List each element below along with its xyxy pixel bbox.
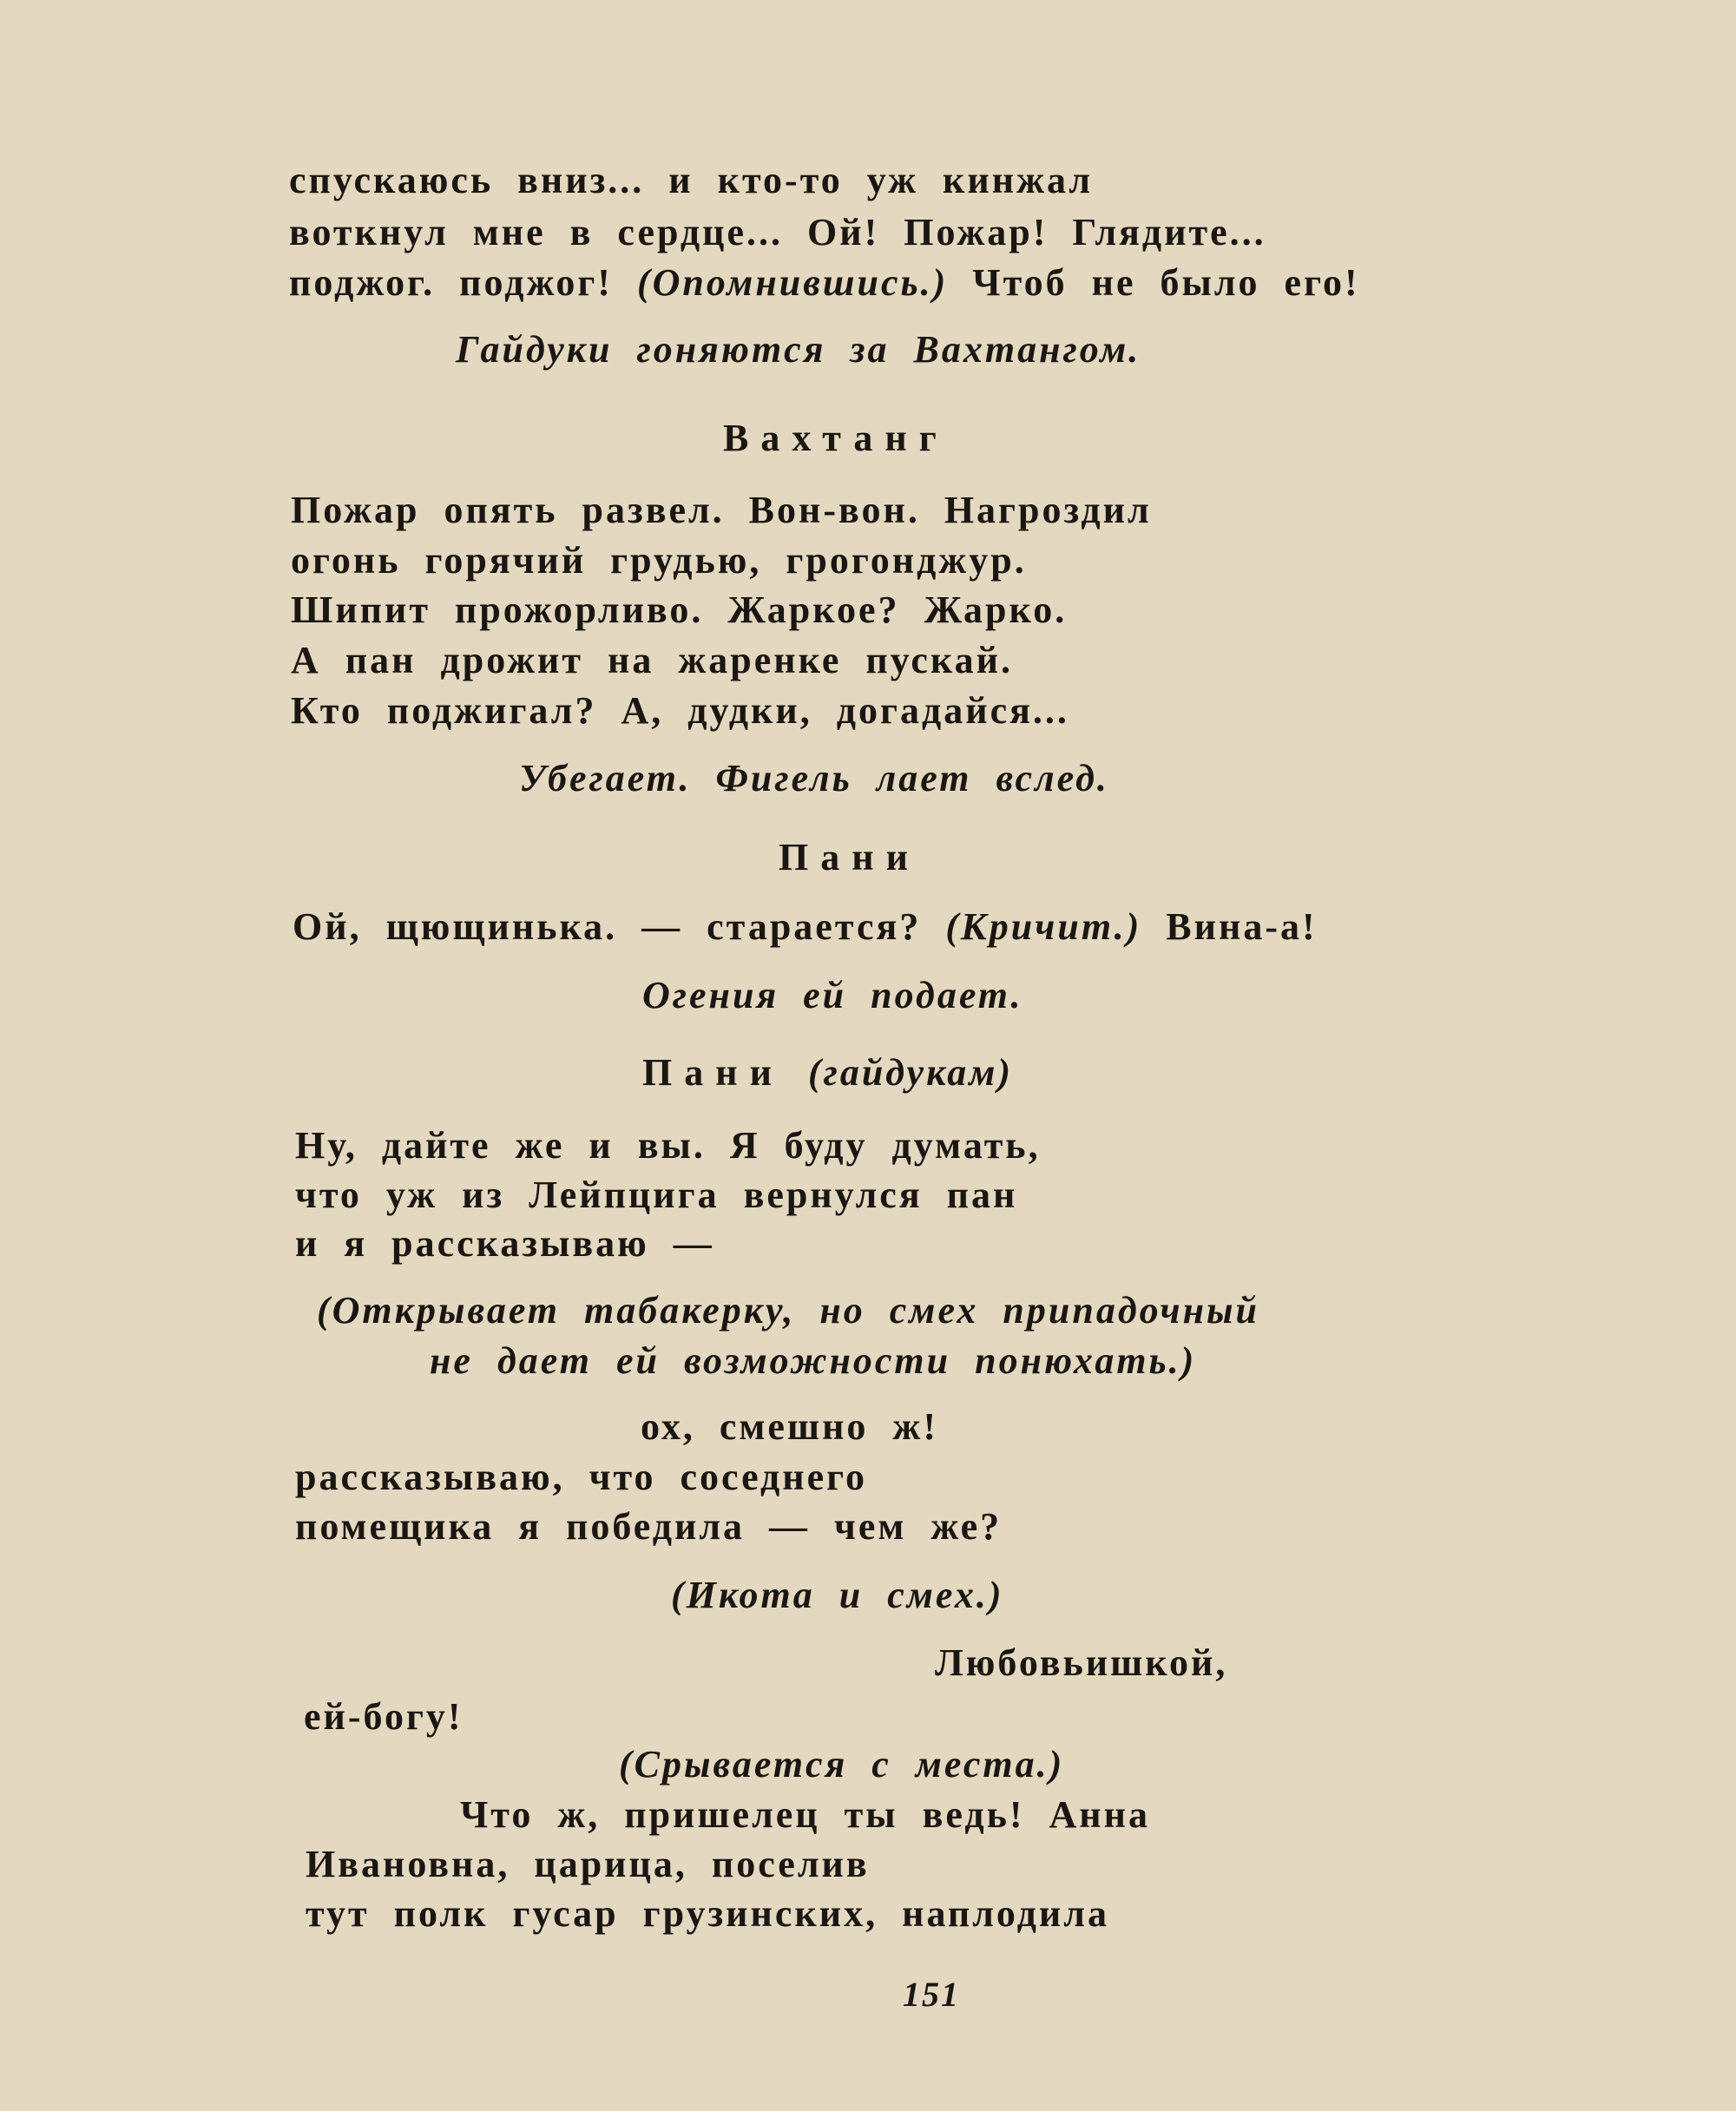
text-line (289, 259, 1360, 307)
speaker-note: (гайдукам) (807, 1051, 1014, 1094)
verse-line: А пан дрожит на жаренке пускай. (291, 639, 1013, 681)
verse-line: огонь горячий грудью, грогонджур. (291, 539, 1027, 582)
text-line: спускаюсь вниз... и кто-то уж кинжал (289, 159, 1094, 201)
page-number: 151 (903, 1975, 960, 2014)
verse-line: ей-богу! (304, 1695, 464, 1738)
speaker-name: Пани (642, 1051, 784, 1094)
verse-line: рассказываю, что соседнего (295, 1456, 868, 1498)
stage-direction-inline: (Опомнившись.) (636, 261, 949, 304)
text-line: воткнул мне в сердце... Ой! Пожар! Глядите... (289, 211, 1266, 253)
verse-line: Что ж, пришелец ты ведь! Анна (460, 1793, 1150, 1836)
verse-line: Кто поджигал? А, дудки, догадайся... (291, 689, 1069, 732)
verse-line: Ну, дайте же и вы. Я буду думать, (295, 1124, 1041, 1167)
stage-direction: Огения ей подает. (642, 974, 1023, 1016)
verse-line: Ивановна, царица, поселив (306, 1843, 870, 1885)
stage-direction: не дает ей возможности понюхать.) (430, 1339, 1197, 1382)
verse-line: Любовьишкой, (935, 1641, 1228, 1684)
stage-direction: Убегает. Фигель лает вслед. (519, 757, 1109, 799)
speaker-name: Вахтанг (723, 417, 949, 459)
verse-line (293, 903, 1318, 951)
text-fragment: Ой, щющинька. — старается? (293, 905, 922, 948)
verse-line: и я рассказываю — (295, 1222, 714, 1265)
verse-line: ох, смешно ж! (641, 1405, 938, 1448)
verse-line: помещика я победила — чем же? (295, 1505, 1003, 1548)
speaker-heading (642, 1049, 1013, 1097)
verse-line: Шипит прожорливо. Жаркое? Жарко. (291, 589, 1068, 631)
stage-direction: Гайдуки гоняются за Вахтангом. (456, 328, 1141, 371)
speaker-name: Пани (779, 836, 920, 878)
stage-direction: (Срывается с места.) (619, 1743, 1065, 1785)
text-fragment: поджог. поджог! (289, 261, 613, 304)
verse-line: что уж из Лейпцига вернулся пан (295, 1174, 1018, 1216)
verse-line: Пожар опять развел. Вон-вон. Нагроздил (291, 489, 1152, 531)
verse-line: тут полк гусар грузинских, наплодила (306, 1892, 1109, 1935)
stage-direction: (Открывает табакерку, но смех припадочный (317, 1289, 1260, 1332)
stage-direction-inline: (Кричит.) (945, 905, 1142, 948)
stage-direction: (Икота и смех.) (671, 1574, 1004, 1616)
text-fragment: Вина-а! (1166, 905, 1318, 948)
text-fragment: Чтоб не было его! (972, 261, 1360, 304)
